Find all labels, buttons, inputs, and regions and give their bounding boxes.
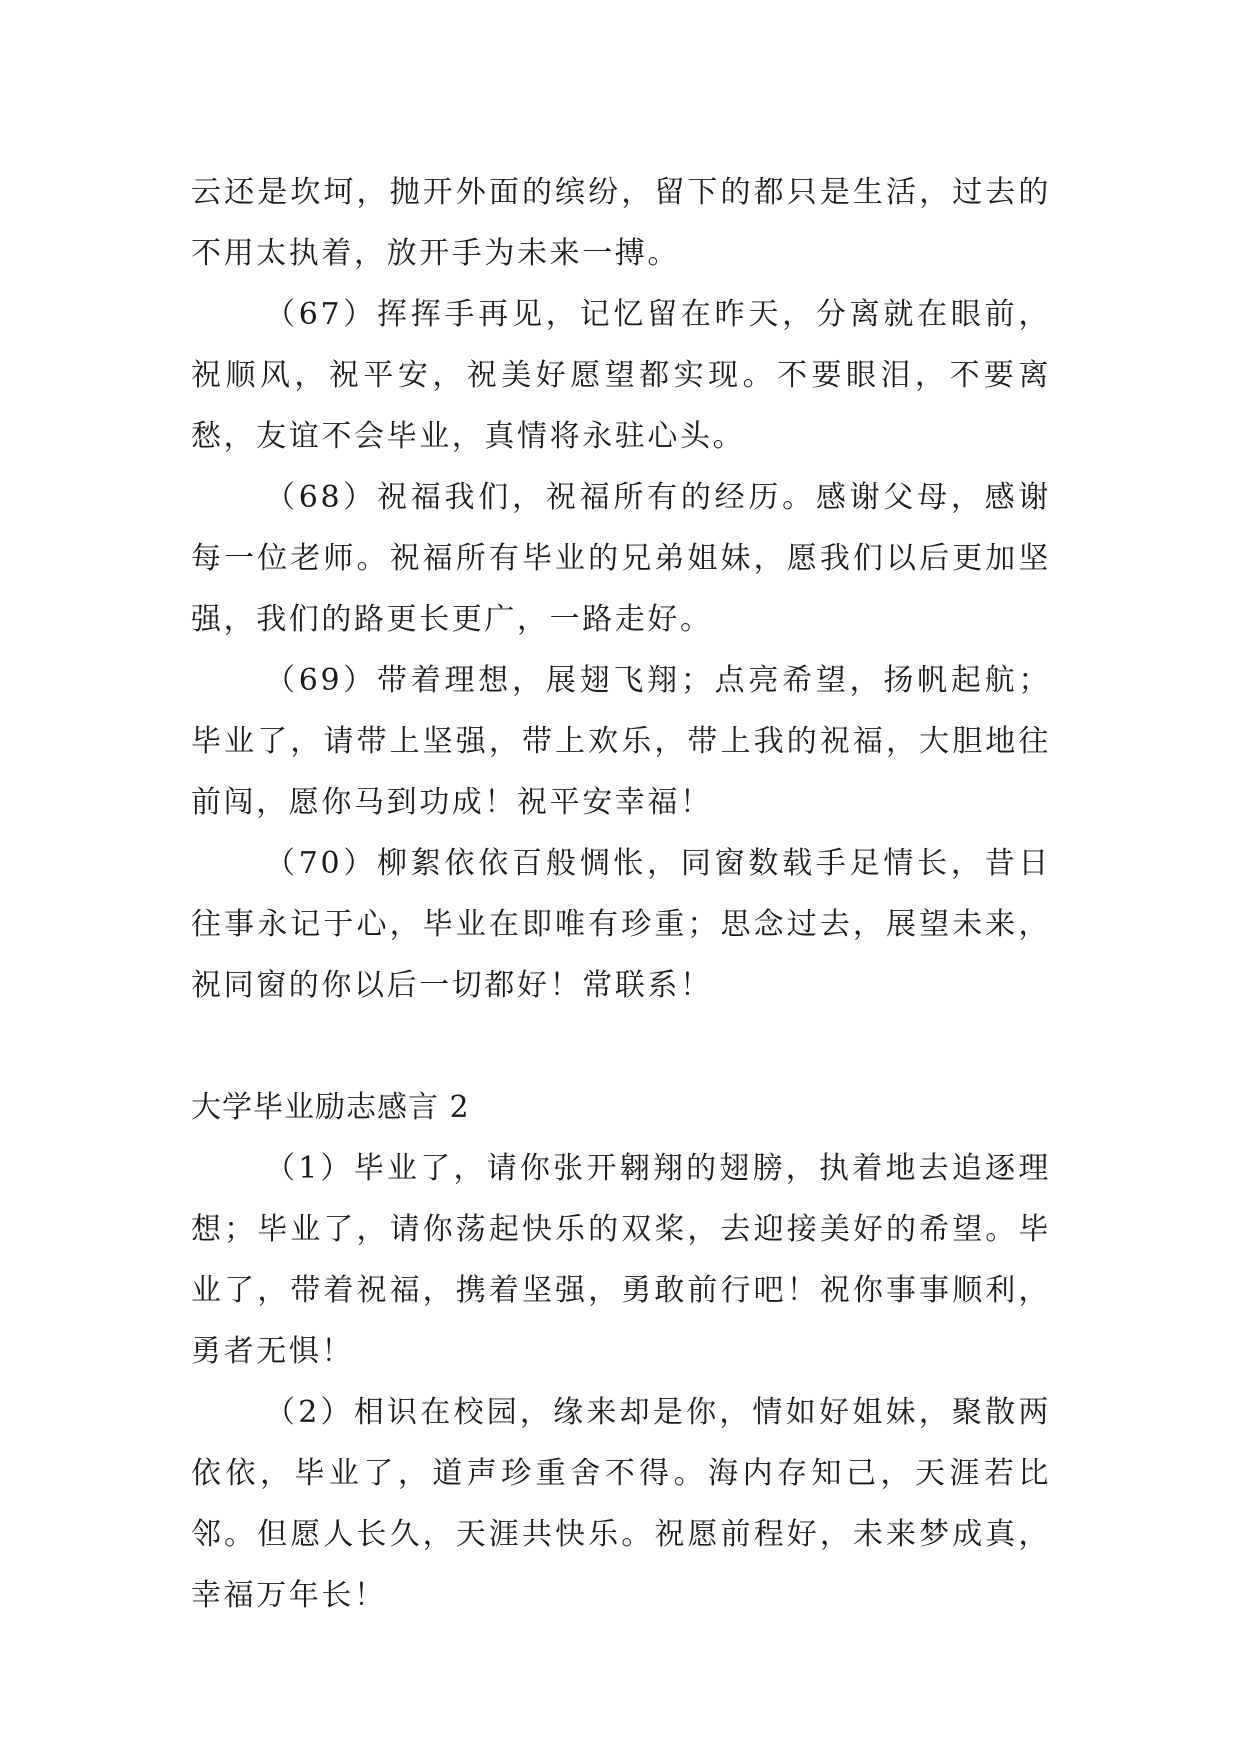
- section-title: 大学毕业励志感言 2: [191, 1090, 470, 1125]
- wish-item-1: （1）毕业了，请你张开翱翔的翅膀，执着地去追逐理想；毕业了，请你荡起快乐的双桨，去迎接美好的希望。毕业了，带着祝福，携着坚强，勇敢前行吧！祝你事事顺利，勇者无惧！: [191, 1151, 1051, 1369]
- wish-item-67: （67）挥挥手再见，记忆留在昨天，分离就在眼前，祝顺风，祝平安，祝美好愿望都实现。不要眼泪，不要离愁，友谊不会毕业，真情将永驻心头。: [191, 297, 1051, 454]
- wish-item-69: （69）带着理想，展翅飞翔；点亮希望，扬帆起航；毕业了，请带上坚强，带上欢乐，带上我的祝福，大胆地往前闯，愿你马到功成！祝平安幸福！: [191, 663, 1051, 820]
- section-spacer: [191, 1016, 1051, 1077]
- wish-item-68: （68）祝福我们，祝福所有的经历。感谢父母，感谢每一位老师。祝福所有毕业的兄弟姐妹，愿我们以后更加坚强，我们的路更长更广，一路走好。: [191, 480, 1051, 637]
- continuation-paragraph: 云还是坎坷，抛开外面的缤纷，留下的都只是生活，过去的不用太执着，放开手为未来一搏。: [191, 175, 1051, 271]
- wish-item-2: （2）相识在校园，缘来却是你，情如好姐妹，聚散两依依，毕业了，道声珍重舍不得。海内存知己，天涯若比邻。但愿人长久，天涯共快乐。祝愿前程好，未来梦成真，幸福万年长！: [191, 1395, 1051, 1613]
- wish-item-70: （70）柳絮依依百般惆怅，同窗数载手足情长，昔日往事永记于心，毕业在即唯有珍重；思念过去，展望未来，祝同窗的你以后一切都好！常联系！: [191, 846, 1051, 1003]
- document-body: [191, 162, 1051, 1626]
